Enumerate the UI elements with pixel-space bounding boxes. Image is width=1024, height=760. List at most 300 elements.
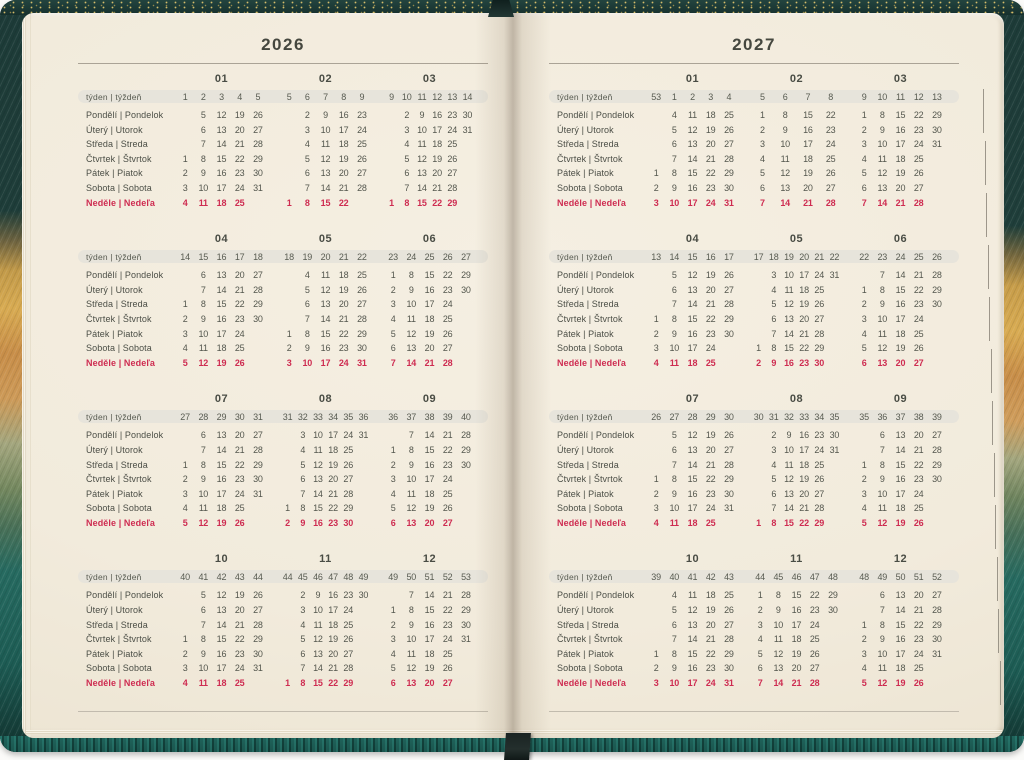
week-number-cell: 13 — [651, 251, 661, 262]
sunday-date-cell: 22 — [799, 517, 809, 528]
date-cell: 25 — [913, 663, 924, 674]
date-cell: 11 — [313, 444, 323, 455]
week-header-label: týden | týždeň — [557, 251, 613, 262]
week-number-cell: 36 — [388, 411, 398, 422]
sunday-date-cell: 7 — [861, 197, 867, 208]
week-number-cell: 28 — [687, 411, 698, 422]
date-row-zone — [855, 501, 959, 516]
sunday-date-cell: 5 — [861, 678, 867, 689]
sunday-date-cell: 20 — [424, 678, 435, 689]
sunday-date-cell: 18 — [216, 197, 227, 208]
sunday-date-cell: 7 — [390, 357, 396, 368]
date-cell: 19 — [705, 605, 716, 616]
date-cell: 24 — [814, 270, 825, 281]
month-row — [78, 70, 488, 210]
date-cell: 13 — [313, 648, 323, 659]
date-row-zone — [855, 341, 959, 356]
date-row-zone — [280, 123, 384, 138]
date-cell — [280, 123, 298, 138]
date-cell: 26 — [814, 474, 825, 485]
week-number-cell: 23 — [877, 251, 888, 262]
date-cell: 6 — [304, 299, 310, 310]
week-header-label: týden | týždeň — [557, 91, 613, 102]
date-row-zone — [280, 297, 384, 312]
date-cell: 24 — [234, 488, 245, 499]
date-cell — [751, 501, 766, 516]
date-cell: 22 — [442, 444, 453, 455]
date-cell: 31 — [932, 139, 942, 150]
date-cell — [460, 137, 475, 152]
month-number: 03 — [422, 72, 437, 85]
date-row-zone — [176, 137, 280, 152]
sunday-label: Neděle | Nedeľa — [86, 678, 156, 689]
week-number-cell: 35 — [343, 411, 354, 422]
date-row-zone — [855, 676, 959, 691]
date-cell: 24 — [913, 648, 924, 659]
date-cell: 16 — [895, 634, 906, 645]
day-row — [78, 647, 488, 662]
date-cell: 5 — [390, 663, 396, 674]
day-label: Pondělí | Pondelok — [86, 270, 164, 281]
date-cell — [827, 487, 842, 502]
date-row-zone — [280, 661, 384, 676]
sunday-date-cell: 27 — [442, 678, 453, 689]
date-cell: 8 — [408, 270, 414, 281]
date-cell: 26 — [253, 590, 263, 601]
date-cell: 14 — [687, 299, 698, 310]
day-label: Sobota | Sobota — [86, 503, 152, 514]
date-cell: 28 — [253, 284, 263, 295]
week-header-bar — [78, 90, 488, 103]
sunday-date-cell: 5 — [182, 357, 188, 368]
date-cell: 5 — [200, 110, 206, 120]
week-number-cell: 5 — [255, 91, 261, 102]
date-cell: 3 — [390, 474, 396, 485]
date-cell: 18 — [432, 139, 442, 150]
date-cell: 14 — [216, 444, 227, 455]
date-cell — [647, 137, 665, 152]
date-cell: 26 — [442, 663, 453, 674]
sunday-date-cell: 21 — [803, 197, 813, 208]
date-cell: 11 — [406, 648, 416, 659]
date-row-zone — [384, 312, 488, 327]
year-title: 2027 — [732, 35, 776, 54]
date-cell: 1 — [759, 110, 765, 120]
date-cell: 18 — [424, 648, 435, 659]
day-label: Úterý | Utorok — [86, 284, 143, 295]
sunday-date-cell: 22 — [328, 678, 338, 689]
date-cell: 8 — [408, 605, 414, 616]
date-cell: 20 — [895, 182, 906, 193]
date-cell: 26 — [357, 153, 367, 164]
day-label: Pátek | Piatok — [86, 328, 143, 339]
month-row — [549, 390, 959, 530]
sunday-date-cell: 1 — [285, 678, 290, 689]
date-cell: 23 — [343, 590, 354, 601]
date-cell: 26 — [357, 284, 367, 295]
day-row — [78, 472, 488, 487]
date-cell: 19 — [234, 590, 245, 601]
day-label: Středa | Streda — [557, 299, 619, 310]
date-cell: 12 — [320, 153, 331, 164]
month-number: 05 — [789, 232, 804, 245]
thumb-tab-step — [985, 141, 986, 185]
date-cell: 18 — [895, 503, 906, 514]
sunday-date-cell: 12 — [877, 678, 888, 689]
date-cell: 14 — [687, 459, 698, 470]
date-row-zone — [384, 268, 488, 283]
date-cell: 2 — [757, 605, 763, 616]
date-cell: 31 — [253, 182, 263, 193]
date-cell: 4 — [182, 503, 188, 514]
date-cell: 23 — [814, 430, 825, 441]
day-label: Středa | Streda — [86, 139, 148, 150]
date-cell: 15 — [687, 474, 698, 485]
date-cell: 20 — [234, 270, 245, 281]
date-cell: 8 — [200, 153, 206, 164]
date-cell: 29 — [461, 605, 471, 616]
date-row-zone — [855, 268, 959, 283]
sunday-date-cell — [928, 196, 946, 211]
date-row-zone — [647, 588, 751, 603]
date-cell: 23 — [234, 474, 245, 485]
date-cell: 1 — [182, 299, 188, 310]
date-cell: 28 — [253, 139, 263, 150]
date-cell: 6 — [879, 590, 885, 601]
week-number-cell: 22 — [357, 251, 367, 262]
date-cell: 9 — [200, 648, 206, 659]
week-number-cell: 12 — [432, 91, 442, 102]
date-cell: 25 — [913, 503, 924, 514]
date-cell: 11 — [417, 139, 427, 150]
month-number: 12 — [422, 552, 437, 565]
sunday-date-cell: 25 — [234, 197, 245, 208]
year-title: 2026 — [261, 35, 305, 54]
week-number-cell: 33 — [313, 411, 323, 422]
week-number-cell: 5 — [286, 91, 292, 102]
week-number-cell: 38 — [913, 411, 924, 422]
date-cell: 26 — [724, 605, 734, 616]
date-row-zone — [751, 283, 855, 298]
date-cell — [280, 137, 298, 152]
date-cell: 25 — [442, 313, 453, 324]
date-cell: 22 — [705, 648, 716, 659]
date-row-zone — [855, 327, 959, 342]
date-cell: 8 — [879, 284, 885, 295]
date-cell: 20 — [234, 124, 245, 135]
day-row — [549, 123, 959, 138]
date-cell — [457, 501, 475, 516]
week-header-label: týden | týždeň — [86, 411, 142, 422]
date-cell — [928, 152, 946, 167]
date-cell: 24 — [357, 124, 367, 135]
date-row-zone — [280, 487, 384, 502]
date-cell: 30 — [461, 284, 471, 295]
date-cell: 24 — [442, 634, 453, 645]
date-cell: 2 — [861, 474, 867, 485]
week-number-cell: 1 — [671, 91, 677, 102]
day-label: Pátek | Piatok — [557, 648, 614, 659]
date-row-zone — [751, 181, 855, 196]
date-cell: 22 — [442, 605, 453, 616]
date-cell — [280, 661, 295, 676]
month-header-row — [78, 70, 488, 87]
day-label: Sobota | Sobota — [86, 182, 152, 193]
date-cell: 22 — [799, 343, 809, 354]
date-cell: 2 — [653, 182, 659, 193]
date-cell: 12 — [687, 124, 698, 135]
day-row — [549, 327, 959, 342]
day-label: Středa | Streda — [557, 139, 619, 150]
day-row — [549, 181, 959, 196]
date-cell: 1 — [182, 153, 188, 164]
sunday-date-cell: 9 — [771, 357, 777, 368]
date-cell: 4 — [757, 634, 763, 645]
sunday-date-cell: 17 — [320, 357, 331, 368]
sunday-label: Neděle | Nedeľa — [557, 357, 627, 368]
date-cell: 24 — [809, 619, 820, 630]
date-cell: 8 — [775, 590, 781, 601]
date-cell: 17 — [216, 663, 227, 674]
date-cell: 2 — [759, 124, 765, 135]
week-number-cell: 25 — [424, 251, 435, 262]
sunday-date-cell — [356, 516, 371, 531]
date-cell: 30 — [932, 474, 942, 485]
month-row — [78, 390, 488, 530]
week-number-cell: 41 — [198, 571, 209, 582]
month-number: 11 — [790, 552, 803, 565]
date-cell: 10 — [406, 474, 417, 485]
week-number-cell: 20 — [799, 251, 809, 262]
date-cell: 8 — [879, 110, 885, 120]
sunday-date-cell: 11 — [198, 197, 208, 208]
date-cell: 28 — [814, 328, 825, 339]
date-cell: 20 — [328, 648, 338, 659]
date-cell: 10 — [877, 139, 888, 150]
date-cell: 3 — [861, 488, 867, 499]
date-cell: 19 — [705, 270, 716, 281]
week-numbers — [280, 572, 384, 582]
date-cell: 20 — [913, 590, 924, 601]
date-cell: 11 — [877, 153, 887, 164]
day-row — [549, 443, 959, 458]
date-row-zone — [751, 618, 855, 633]
sunday-date-cell — [457, 516, 475, 531]
date-cell: 28 — [724, 299, 734, 310]
date-cell: 14 — [687, 153, 698, 164]
date-cell — [457, 647, 475, 662]
date-cell: 3 — [304, 124, 310, 135]
date-row-zone — [855, 356, 959, 371]
sunday-date-cell: 8 — [300, 678, 306, 689]
date-cell: 15 — [216, 299, 227, 310]
week-number-cell: 4 — [237, 91, 243, 102]
date-cell: 3 — [182, 328, 188, 339]
date-row-zone — [647, 181, 751, 196]
date-cell: 1 — [861, 619, 867, 630]
date-cell: 2 — [182, 313, 188, 324]
date-cell — [384, 137, 399, 152]
sunday-date-cell: 8 — [404, 197, 410, 208]
day-label: Pondělí | Pondelok — [86, 590, 164, 601]
date-cell — [751, 428, 766, 443]
sunday-label: Neděle | Nedeľa — [557, 197, 627, 208]
date-cell: 1 — [653, 313, 659, 324]
date-cell: 21 — [799, 503, 809, 514]
date-cell: 16 — [791, 605, 802, 616]
date-cell — [928, 501, 946, 516]
date-cell: 29 — [724, 313, 734, 324]
week-number-cell: 47 — [328, 571, 338, 582]
date-cell: 6 — [757, 663, 763, 674]
date-row-zone — [647, 472, 751, 487]
day-row — [549, 166, 959, 181]
day-row — [78, 137, 488, 152]
date-cell: 3 — [182, 182, 188, 193]
date-cell: 5 — [771, 299, 777, 310]
date-cell: 22 — [705, 313, 716, 324]
date-cell: 21 — [234, 284, 245, 295]
date-cell — [647, 108, 665, 123]
date-cell: 4 — [390, 648, 396, 659]
date-cell: 17 — [803, 139, 813, 150]
date-cell: 12 — [687, 430, 698, 441]
day-label: Čtvrtek | Štvrtok — [557, 153, 623, 164]
date-cell — [647, 297, 665, 312]
date-cell: 8 — [200, 299, 206, 310]
date-cell: 31 — [358, 430, 369, 441]
date-cell: 26 — [442, 328, 453, 339]
sunday-date-cell: 22 — [432, 197, 442, 208]
date-cell: 18 — [895, 153, 906, 164]
month-number: 08 — [789, 392, 804, 405]
sunday-date-cell: 11 — [669, 357, 679, 368]
date-cell: 16 — [424, 459, 435, 470]
date-cell: 13 — [216, 430, 227, 441]
day-label: Pondělí | Pondelok — [86, 110, 164, 120]
date-cell — [751, 312, 766, 327]
week-number-cell: 49 — [877, 571, 888, 582]
date-cell — [384, 166, 399, 181]
date-cell — [827, 297, 842, 312]
date-cell — [249, 327, 267, 342]
date-row-zone — [855, 661, 959, 676]
date-cell: 31 — [932, 648, 942, 659]
date-cell: 19 — [424, 503, 435, 514]
sunday-date-cell: 26 — [234, 517, 245, 528]
date-cell: 1 — [390, 444, 396, 455]
date-cell: 16 — [687, 328, 698, 339]
sunday-date-cell: 25 — [705, 357, 716, 368]
week-number-cell: 29 — [216, 411, 227, 422]
day-row — [78, 458, 488, 473]
date-cell: 7 — [200, 284, 206, 295]
date-cell — [457, 341, 475, 356]
sunday-date-cell: 23 — [799, 357, 809, 368]
sunday-date-cell — [827, 516, 842, 531]
date-cell — [176, 603, 194, 618]
date-cell — [176, 123, 194, 138]
date-row-zone — [280, 603, 384, 618]
date-cell: 30 — [829, 430, 840, 441]
date-cell — [176, 428, 194, 443]
date-cell: 9 — [408, 284, 414, 295]
week-number-cell: 53 — [461, 571, 471, 582]
day-label: Čtvrtek | Štvrtok — [557, 313, 623, 324]
week-number-cell: 39 — [442, 411, 453, 422]
date-cell: 8 — [671, 648, 677, 659]
date-cell: 1 — [285, 503, 290, 514]
date-cell: 1 — [861, 110, 867, 120]
date-cell — [460, 152, 475, 167]
day-label: Sobota | Sobota — [557, 663, 623, 674]
thumb-tab-step — [1000, 661, 1001, 705]
date-cell: 10 — [198, 488, 209, 499]
date-cell: 17 — [328, 605, 338, 616]
date-cell: 6 — [771, 313, 777, 324]
day-row — [78, 618, 488, 633]
sunday-date-cell: 28 — [442, 357, 453, 368]
date-cell: 5 — [390, 328, 396, 339]
date-cell: 10 — [417, 124, 427, 135]
date-cell: 15 — [216, 634, 227, 645]
date-cell: 4 — [671, 110, 677, 120]
week-number-cell: 15 — [687, 251, 698, 262]
week-header-bar — [549, 250, 959, 263]
day-label: Úterý | Utorok — [557, 284, 614, 295]
date-cell: 4 — [861, 663, 867, 674]
date-cell: 15 — [687, 313, 698, 324]
date-cell: 3 — [757, 619, 763, 630]
date-cell: 30 — [461, 619, 471, 630]
date-cell: 29 — [461, 270, 471, 281]
date-cell: 20 — [705, 284, 716, 295]
day-row — [549, 676, 959, 691]
date-cell: 23 — [442, 284, 453, 295]
date-row-zone — [176, 487, 280, 502]
week-number-cell: 34 — [814, 411, 825, 422]
sunday-date-cell: 5 — [861, 517, 867, 528]
date-cell: 14 — [895, 444, 906, 455]
week-number-cell: 20 — [320, 251, 331, 262]
month-number: 02 — [789, 72, 804, 85]
week-number-cell: 40 — [669, 571, 680, 582]
date-cell: 17 — [216, 182, 227, 193]
date-cell: 13 — [895, 590, 906, 601]
date-cell — [176, 618, 194, 633]
thumb-tab-step — [991, 349, 992, 393]
sunday-date-cell: 14 — [877, 197, 888, 208]
date-cell: 30 — [253, 168, 263, 179]
date-cell: 15 — [687, 648, 698, 659]
week-number-cell: 16 — [705, 251, 716, 262]
sunday-date-cell: 17 — [687, 678, 698, 689]
date-cell: 26 — [814, 299, 825, 310]
date-row-zone — [280, 283, 384, 298]
week-number-cell: 36 — [358, 411, 369, 422]
date-row-zone — [176, 152, 280, 167]
month-number: 09 — [893, 392, 908, 405]
date-cell: 3 — [771, 444, 777, 455]
sunday-date-cell: 4 — [653, 357, 659, 368]
sunday-date-cell — [249, 356, 267, 371]
date-cell — [720, 341, 738, 356]
day-label: Sobota | Sobota — [557, 343, 623, 354]
date-cell — [249, 341, 267, 356]
date-row-zone — [751, 443, 855, 458]
date-cell — [647, 618, 665, 633]
day-row — [549, 458, 959, 473]
